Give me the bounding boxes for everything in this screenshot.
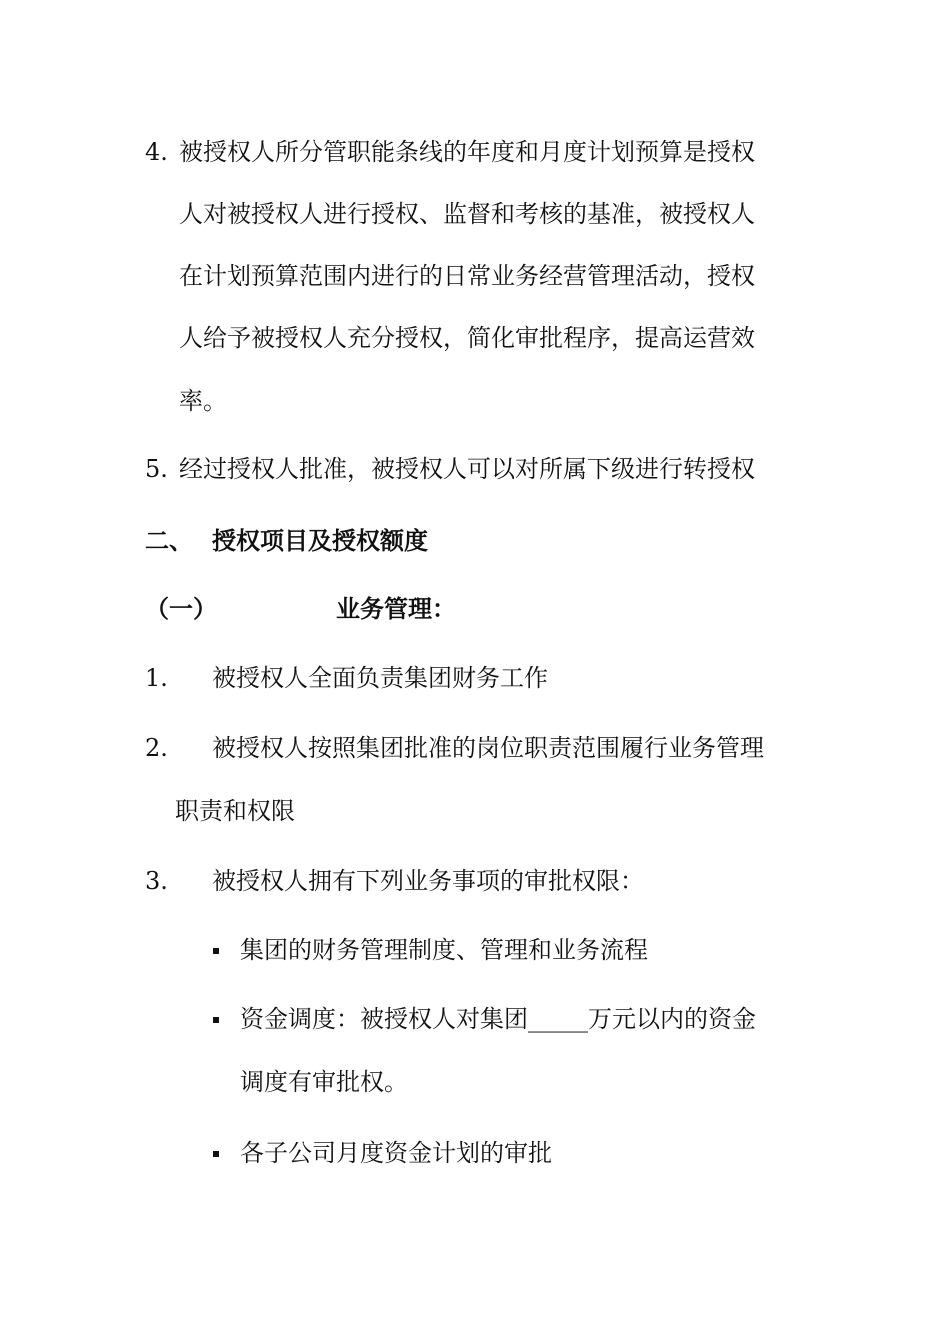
bullet-3-line-1: 各子公司月度资金计划的审批 <box>240 1139 552 1167</box>
bullet-2-line-1: 资金调度：被授权人对集团_____万元以内的资金 <box>240 1005 756 1033</box>
list-item-1-line-1: 被授权人全面负责集团财务工作 <box>212 664 548 692</box>
list-item-2-number: 2. <box>145 734 168 762</box>
section-2-title: 授权项目及授权额度 <box>212 526 428 555</box>
item-4-line-3: 在计划预算范围内进行的日常业务经营管理活动，授权 <box>179 262 755 290</box>
item-4-number: 4. <box>145 138 168 166</box>
list-item-3-line-1: 被授权人拥有下列业务事项的审批权限： <box>212 867 644 895</box>
list-item-2-line-2: 职责和权限 <box>175 797 295 825</box>
item-4-line-4: 人给予被授权人充分授权，简化审批程序，提高运营效 <box>179 324 755 352</box>
subsection-1-title: 业务管理： <box>336 594 456 623</box>
item-4-line-2: 人对被授权人进行授权、监督和考核的基准，被授权人 <box>179 200 755 228</box>
bullet-1-line-1: 集团的财务管理制度、管理和业务流程 <box>240 936 648 964</box>
bullet-2-line-2: 调度有审批权。 <box>240 1068 408 1096</box>
item-4-line-5: 率。 <box>179 387 227 415</box>
list-item-1-number: 1. <box>145 664 168 692</box>
bullet-marker-2 <box>213 1017 219 1023</box>
item-5-text: 经过授权人批准，被授权人可以对所属下级进行转授权 <box>179 455 755 483</box>
list-item-2-line-1: 被授权人按照集团批准的岗位职责范围履行业务管理 <box>212 734 764 762</box>
bullet-marker-1 <box>213 948 219 954</box>
section-2-number: 二、 <box>145 526 193 555</box>
list-item-3-number: 3. <box>145 867 168 895</box>
item-5-number: 5. <box>145 455 168 483</box>
subsection-1-number: （一） <box>145 594 217 623</box>
bullet-marker-3 <box>213 1151 219 1157</box>
item-4-line-1: 被授权人所分管职能条线的年度和月度计划预算是授权 <box>179 138 755 166</box>
